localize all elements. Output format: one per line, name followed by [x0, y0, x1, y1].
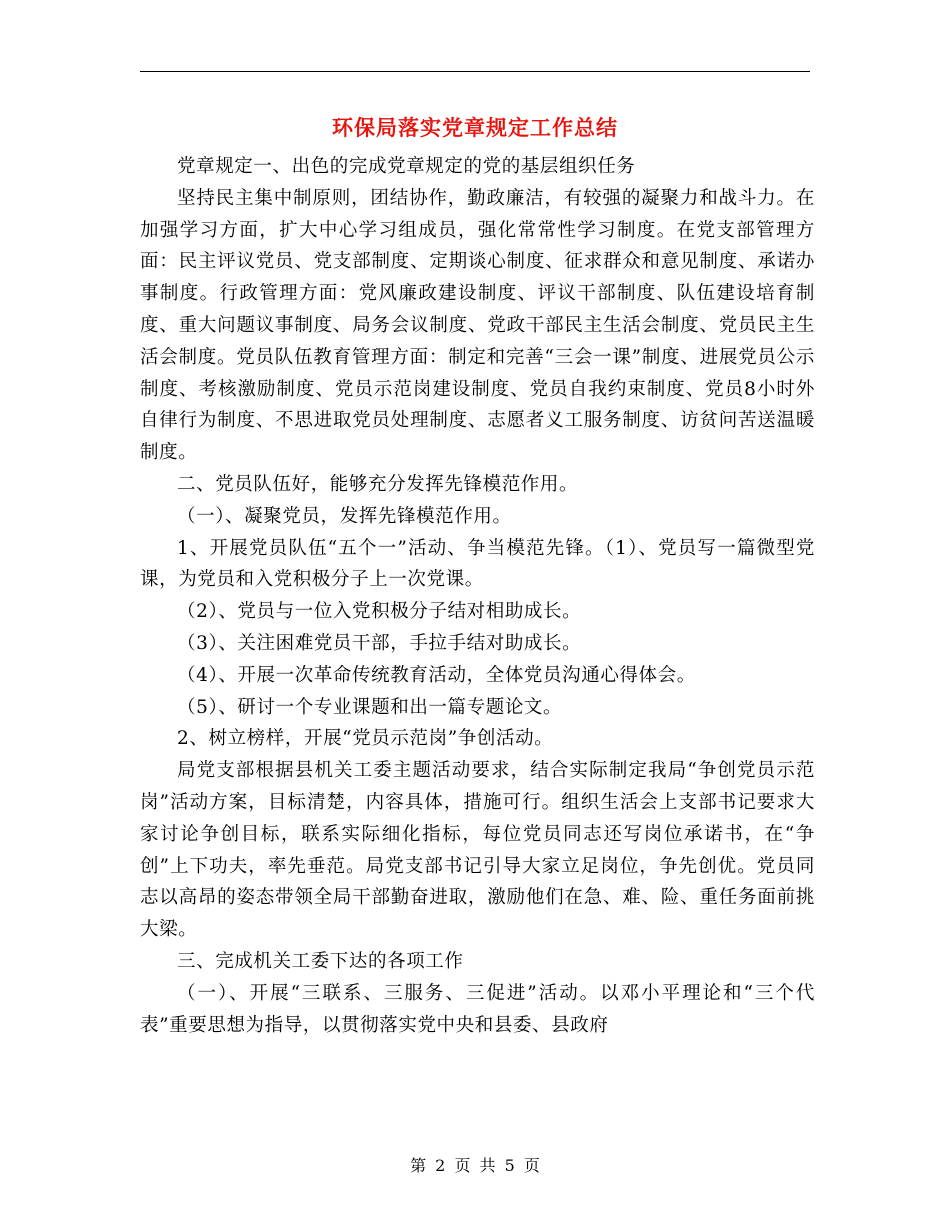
paragraph: 1、开展党员队伍“五个一”活动、争当模范先锋。（1）、党员写一篇微型党课，为党员和入党积极分子上一次党课。	[140, 537, 815, 591]
page-footer: 第 2 页 共 5 页	[410, 1156, 540, 1175]
paragraph: 党章规定一、出色的完成党章规定的党的基层组织任务	[177, 156, 636, 177]
paragraph: 三、完成机关工委下达的各项工作	[177, 950, 464, 972]
paragraph: 二、党员队伍好，能够充分发挥先锋模范作用。	[177, 473, 579, 495]
paragraph: （一）、开展“三联系、三服务、三促进”活动。以邓小平理论和“三个代表”重要思想为指导，以贯彻落实党中央和县委、县政府	[140, 982, 815, 1036]
paragraph: 2、树立榜样，开展“党员示范岗”争创活动。	[177, 728, 554, 750]
paragraph: （3）、关注困难党员干部，手拉手结对助成长。	[177, 632, 582, 654]
document-title: 环保局落实党章规定工作总结	[332, 116, 618, 140]
paragraph: （一）、凝聚党员，发挥先锋模范作用。	[177, 505, 512, 527]
document-body	[140, 151, 815, 1041]
paragraph: （5）、研讨一个专业课题和出一篇专题论文。	[177, 696, 563, 718]
paragraph: 坚持民主集中制原则，团结协作，勤政廉洁，有较强的凝聚力和战斗力。在加强学习方面，扩大中心学习组成员，强化常常性学习制度。在党支部管理方面：民主评议党员、党支部制度、定期谈心制度、征求群众和意见制度、承诺办事制度。行政管理方面：党风廉政建设制度、评议干部制度、队伍建设培育制度、重大问题议事制度、局务会议制度、党政干部民主生活会制度、党员民主生活会制度。党员队伍教育管理方面：制定和完善“三会一课”制度、进展党员公示制度、考核激励制度、党员示范岗建设制度、党员自我约束制度、党员8小时外自律行为制度、不思进取党员处理制度、志愿者义工服务制度、访贫问苦送温暖制度。	[140, 187, 815, 464]
header-rule	[140, 71, 810, 72]
paragraph: （2）、党员与一位入党积极分子结对相助成长。	[177, 601, 582, 623]
paragraph: 局党支部根据县机关工委主题活动要求，结合实际制定我局“争创党员示范岗”活动方案，目标清楚，内容具体，措施可行。组织生活会上支部书记要求大家讨论争创目标，联系实际细化指标，每位党员同志还写岗位承诺书，在“争创”上下功夫，率先垂范。局党支部书记引导大家立足岗位，争先创优。党员同志以高昂的姿态带领全局干部勤奋进取，激励他们在急、难、险、重任务面前挑大梁。	[140, 760, 815, 941]
paragraph: （4）、开展一次革命传统教育活动，全体党员沟通心得体会。	[177, 664, 696, 686]
